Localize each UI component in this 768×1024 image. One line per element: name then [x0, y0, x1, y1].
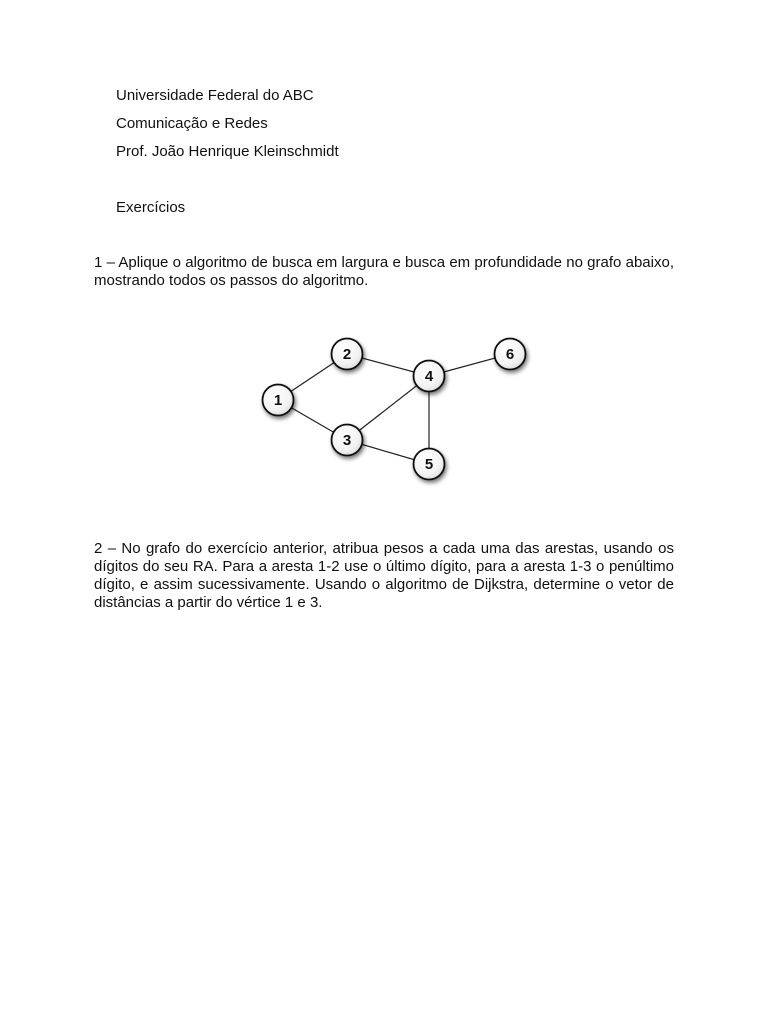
graph-node-label: 6	[505, 346, 515, 363]
graph-node-label: 5	[424, 456, 434, 473]
graph-diagram	[240, 318, 540, 498]
header-university: Universidade Federal do ABC	[116, 87, 314, 104]
graph-node-label: 2	[342, 346, 352, 363]
header-course: Comunicação e Redes	[116, 115, 268, 132]
graph-node-label: 1	[273, 392, 283, 409]
graph-node-4	[414, 361, 445, 392]
exercise-2-text: 2 – No grafo do exercício anterior, atribua pesos a cada uma das arestas, usando os dígitos do seu RA. Para a aresta 1-2 use o último dígito, para a aresta 1-3 o penúltimo dígito, e assim sucessivamente. Usando o algoritmo de Dijkstra, determine o vetor de distâncias a partir do vértice 1 e 3.	[94, 540, 674, 611]
graph-node-label: 3	[342, 432, 352, 449]
graph-edges	[278, 354, 510, 464]
graph-node-1	[263, 385, 294, 416]
header-professor: Prof. João Henrique Kleinschmidt	[116, 143, 339, 160]
section-title: Exercícios	[116, 199, 186, 216]
graph-node-6	[495, 339, 526, 370]
graph-node-3	[332, 425, 363, 456]
exercise-1-text: 1 – Aplique o algoritmo de busca em largura e busca em profundidade no grafo abaixo, mostrando todos os passos do algoritmo.	[94, 254, 674, 289]
graph-nodes	[263, 339, 526, 480]
graph-node-5	[414, 449, 445, 480]
graph-node-2	[332, 339, 363, 370]
graph-node-label: 4	[424, 368, 434, 385]
